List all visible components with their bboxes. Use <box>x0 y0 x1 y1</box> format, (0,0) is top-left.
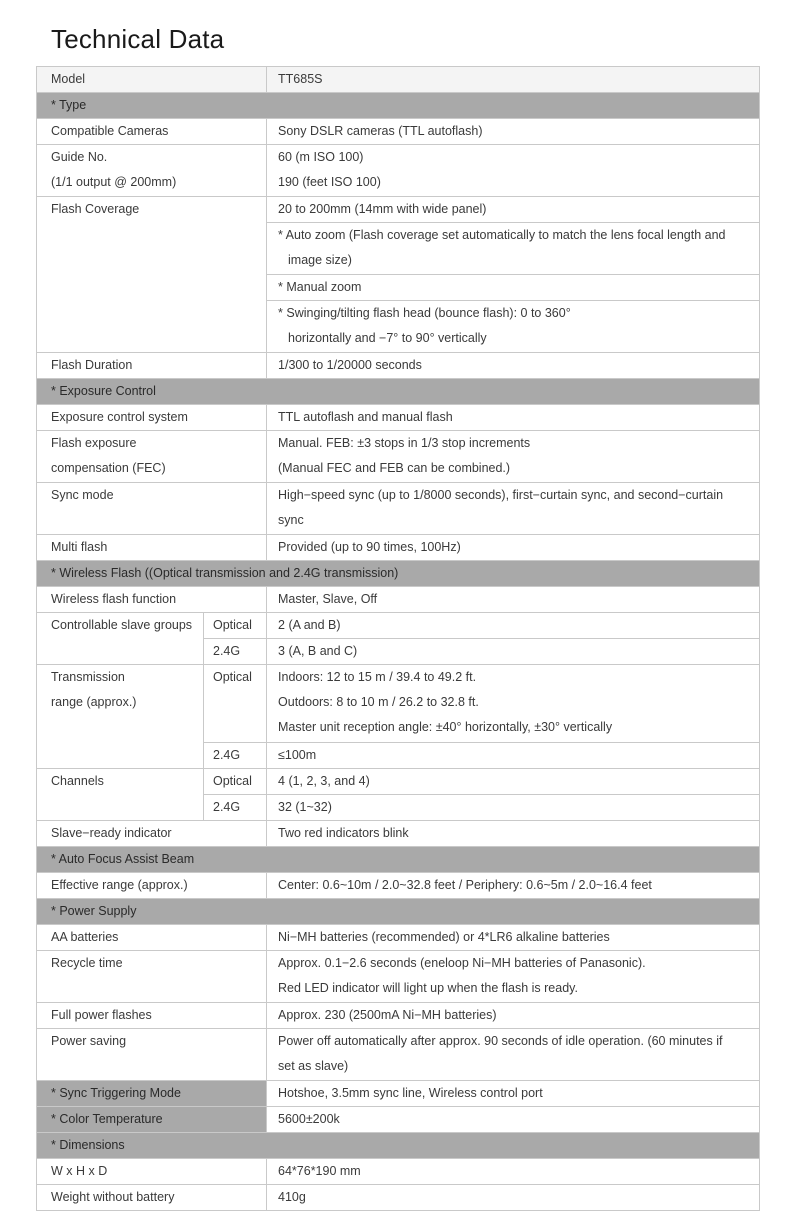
spec-label: Sync mode <box>37 483 267 535</box>
spec-row-fec <box>37 431 760 483</box>
spec-row-weight <box>37 1185 760 1211</box>
spec-value: * Auto zoom (Flash coverage set automatically to match the lens focal length and <box>278 228 726 242</box>
spec-label: Model <box>37 67 267 93</box>
spec-value: horizontally and −7° to 90° vertically <box>288 331 487 345</box>
section-header-color: * Color Temperature <box>37 1107 267 1133</box>
spec-value: Hotshoe, 3.5mm sync line, Wireless control port <box>267 1081 760 1107</box>
spec-row-transmission-range <box>37 665 760 743</box>
spec-sublabel: 2.4G <box>204 639 267 665</box>
spec-value: High−speed sync (up to 1/8000 seconds), first−curtain sync, and second−curtain <box>278 488 724 502</box>
spec-row-effective-range <box>37 873 760 899</box>
spec-row-slave-groups <box>37 613 760 639</box>
spec-label: Full power flashes <box>37 1003 267 1029</box>
spec-value: Master unit reception angle: ±40° horizontally, ±30° vertically <box>278 720 613 734</box>
section-header-wireless: * Wireless Flash ((Optical transmission and 2.4G transmission) <box>37 561 760 587</box>
spec-row-compatible-cameras <box>37 119 760 145</box>
spec-label: Exposure control system <box>37 405 267 431</box>
spec-value: 410g <box>267 1185 760 1211</box>
spec-value: image size) <box>288 253 352 267</box>
spec-row-sync-mode <box>37 483 760 535</box>
spec-label: Recycle time <box>37 951 267 1003</box>
spec-label: Flash Duration <box>37 353 267 379</box>
spec-value: 60 (m ISO 100) <box>278 150 364 164</box>
spec-value: Ni−MH batteries (recommended) or 4*LR6 alkaline batteries <box>267 925 760 951</box>
spec-value: 2 (A and B) <box>267 613 760 639</box>
section-header-sync: * Sync Triggering Mode <box>37 1081 267 1107</box>
spec-sublabel: 2.4G <box>204 795 267 821</box>
spec-row-flash-duration <box>37 353 760 379</box>
spec-value: 1/300 to 1/20000 seconds <box>267 353 760 379</box>
spec-label: AA batteries <box>37 925 267 951</box>
spec-sublabel: Optical <box>204 665 267 743</box>
spec-value: (Manual FEC and FEB can be combined.) <box>278 461 511 475</box>
spec-sublabel: Optical <box>204 769 267 795</box>
spec-label: Power saving <box>37 1029 267 1081</box>
spec-value: 190 (feet ISO 100) <box>278 175 381 189</box>
spec-label: Channels <box>37 769 204 821</box>
spec-label: (1/1 output @ 200mm) <box>51 175 177 189</box>
spec-label: Flash Coverage <box>37 197 267 353</box>
spec-row-whd <box>37 1159 760 1185</box>
spec-value: * Manual zoom <box>267 275 760 301</box>
spec-table <box>36 66 760 1211</box>
spec-value: Indoors: 12 to 15 m / 39.4 to 49.2 ft. <box>278 670 477 684</box>
spec-label: Controllable slave groups <box>37 613 204 665</box>
spec-value: 64*76*190 mm <box>267 1159 760 1185</box>
spec-value: 3 (A, B and C) <box>267 639 760 665</box>
spec-label: range (approx.) <box>51 695 137 709</box>
spec-value: Red LED indicator will light up when the flash is ready. <box>278 981 578 995</box>
section-header-dimensions: * Dimensions <box>37 1133 760 1159</box>
spec-row-model <box>37 67 760 93</box>
page-title: Technical Data <box>51 24 225 54</box>
spec-label: Multi flash <box>37 535 267 561</box>
spec-row-exposure-system <box>37 405 760 431</box>
spec-label: W x H x D <box>37 1159 267 1185</box>
spec-value: Provided (up to 90 times, 100Hz) <box>267 535 760 561</box>
spec-row-multi-flash <box>37 535 760 561</box>
spec-value: 4 (1, 2, 3, and 4) <box>267 769 760 795</box>
section-header-exposure: * Exposure Control <box>37 379 760 405</box>
spec-value: Master, Slave, Off <box>267 587 760 613</box>
spec-row-power-saving <box>37 1029 760 1081</box>
spec-value: Manual. FEB: ±3 stops in 1/3 stop increments <box>278 436 531 450</box>
spec-value: TTL autoflash and manual flash <box>267 405 760 431</box>
spec-value: 32 (1~32) <box>267 795 760 821</box>
spec-value: Approx. 0.1−2.6 seconds (eneloop Ni−MH batteries of Panasonic). <box>278 956 646 970</box>
spec-value: 5600±200k <box>267 1107 760 1133</box>
spec-row-full-power <box>37 1003 760 1029</box>
spec-value: Sony DSLR cameras (TTL autoflash) <box>267 119 760 145</box>
spec-row-aa-batteries <box>37 925 760 951</box>
spec-label: Compatible Cameras <box>37 119 267 145</box>
spec-value: Approx. 230 (2500mA Ni−MH batteries) <box>267 1003 760 1029</box>
spec-value: TT685S <box>267 67 760 93</box>
spec-row-slave-ready <box>37 821 760 847</box>
spec-row-wireless-function <box>37 587 760 613</box>
spec-value: ≤100m <box>267 743 760 769</box>
spec-value: Center: 0.6~10m / 2.0~32.8 feet / Periphery: 0.6~5m / 2.0~16.4 feet <box>267 873 760 899</box>
spec-row-color-temp <box>37 1107 760 1133</box>
spec-value: * Swinging/tilting flash head (bounce flash): 0 to 360° <box>278 306 571 320</box>
spec-value: Power off automatically after approx. 90 seconds of idle operation. (60 minutes if <box>278 1034 723 1048</box>
spec-sublabel: Optical <box>204 613 267 639</box>
section-header-type: * Type <box>37 93 760 119</box>
spec-label: Guide No. <box>51 150 108 164</box>
section-header-power: * Power Supply <box>37 899 760 925</box>
spec-label: compensation (FEC) <box>51 461 166 475</box>
spec-value: 20 to 200mm (14mm with wide panel) <box>267 197 760 223</box>
spec-row-sync-trigger <box>37 1081 760 1107</box>
spec-value: Two red indicators blink <box>267 821 760 847</box>
spec-label: Effective range (approx.) <box>37 873 267 899</box>
spec-row-recycle-time <box>37 951 760 1003</box>
spec-row-channels <box>37 769 760 795</box>
spec-label: Wireless flash function <box>37 587 267 613</box>
spec-label: Weight without battery <box>37 1185 267 1211</box>
spec-sublabel: 2.4G <box>204 743 267 769</box>
spec-row-guide-no <box>37 145 760 197</box>
spec-label: Slave−ready indicator <box>37 821 267 847</box>
spec-value: sync <box>278 513 304 527</box>
section-header-af-assist: * Auto Focus Assist Beam <box>37 847 760 873</box>
spec-value: set as slave) <box>278 1059 349 1073</box>
spec-row-flash-coverage <box>37 197 760 223</box>
spec-label: Transmission <box>51 670 125 684</box>
spec-value: Outdoors: 8 to 10 m / 26.2 to 32.8 ft. <box>278 695 479 709</box>
spec-label: Flash exposure <box>51 436 137 450</box>
